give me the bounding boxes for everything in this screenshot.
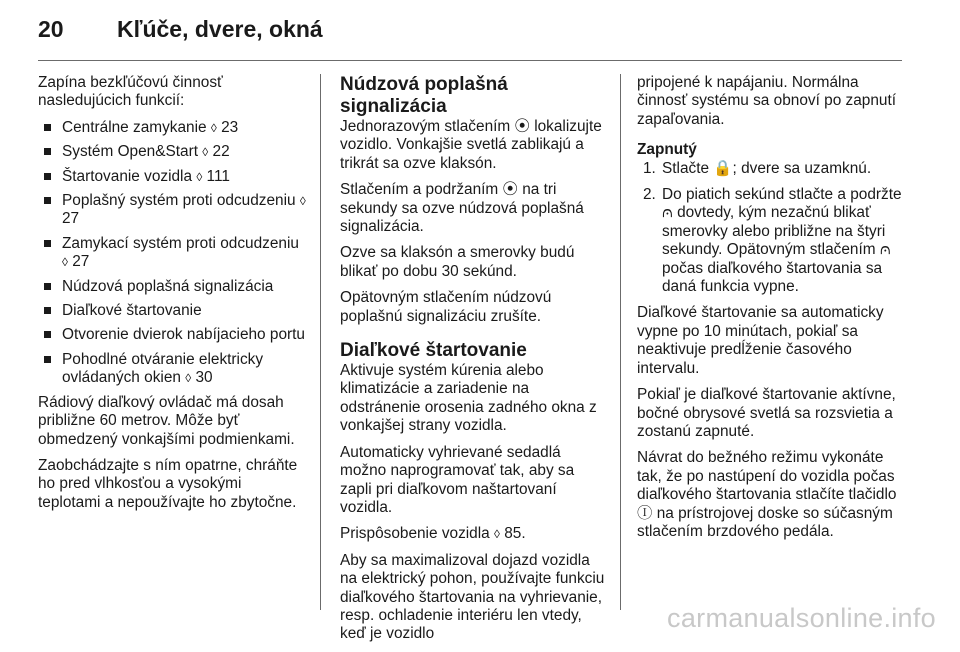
list-item: Centrálne zamykanie ◊ 23 xyxy=(44,119,308,137)
remote-start-paragraph-2: Automaticky vyhrievané sedadlá možno naprogramovať tak, aby sa zapli pri diaľkovom naštartovaní vozidla. xyxy=(340,443,575,516)
lock-icon: 🔒 xyxy=(713,159,733,177)
panic-paragraph-4: Opätovným stlačením núdzovú poplašnú signalizáciu zrušíte. xyxy=(340,289,552,325)
list-item: Otvorenie dvierok nabíjacieho portu xyxy=(44,326,308,344)
page-reference[interactable]: 85. xyxy=(504,525,526,543)
column-divider-1 xyxy=(320,74,321,610)
remote-start-paragraph-4: Aby sa maximalizoval dojazd vozidla na elektrický pohon, používajte funkciu diaľkového štartovania na vyhrievanie, resp. ochladenie interiéru len vtedy, keď je vozidlo xyxy=(340,551,605,643)
remote-start-icon: ⩀ xyxy=(879,241,891,259)
list-item: Diaľkové štartovanie xyxy=(44,302,308,320)
page-reference[interactable]: 30 xyxy=(195,369,213,387)
list-item: Štartovanie vozidla ◊ 111 xyxy=(44,168,308,186)
page-reference[interactable]: 22 xyxy=(212,143,230,161)
reference-icon: ◊ xyxy=(299,194,306,209)
reference-icon: ◊ xyxy=(202,145,209,160)
page-reference[interactable]: 27 xyxy=(72,253,90,271)
panic-paragraph-3: Ozve sa klaksón a smerovky budú blikať po dobu 30 sekúnd. xyxy=(340,244,575,280)
reference-icon: ◊ xyxy=(196,169,203,184)
care-paragraph: Zaobchádzajte s ním opatrne, chráňte ho pred vlhkosťou a vysokými teplotami a nepoužívajte ho zbytočne. xyxy=(38,456,298,511)
page-number: 20 xyxy=(38,16,64,42)
return-paragraph: Návrat do bežného režimu vykonáte tak, že po nastúpení do vozidla počas diaľkového štartovania stlačíte tlačidlo Ⓘ na prístrojovej doske so súčasným stlačením brzdového pedála. xyxy=(637,449,897,540)
step-2: 2. Do piatich sekúnd stlačte a podržte ⩀ dovtedy, kým nezačnú blikať smerovky alebo približne na štyri sekundy. Opätovným stlačením ⩀ počas diaľkového štartovania sa daná funkcia vypne. xyxy=(643,186,902,296)
step-1: 1. Stlačte 🔒; dvere sa uzamknú. xyxy=(643,159,872,177)
list-item: Pohodlné otváranie elektricky ovládaných okien ◊ 30 xyxy=(44,351,308,388)
range-paragraph: Rádiový diaľkový ovládač má dosah približne 60 metrov. Môže byť obmedzený vonkajšími podmienkami. xyxy=(38,393,295,448)
list-item: Poplašný systém proti odcudzeniu ◊ 27 xyxy=(44,192,308,229)
reference-icon: ◊ xyxy=(210,120,217,135)
chapter-title: Kľúče, dvere, okná xyxy=(117,16,323,42)
list-item: Systém Open&Start ◊ 22 xyxy=(44,143,308,161)
panic-paragraph-1: Jednorazovým stlačením ⦿ lokalizujte vozidlo. Vonkajšie svetlá zablikajú a trikrát sa ozve klaksón. xyxy=(340,118,602,172)
page-reference[interactable]: 111 xyxy=(206,167,230,185)
lights-paragraph: Pokiaľ je diaľkové štartovanie aktívne, bočné obrysové svetlá sa rozsvietia a zostanú zapnuté. xyxy=(637,386,896,440)
panic-paragraph-2: Stlačením a podržaním ⦿ na tri sekundy sa ozve núdzová poplašná signalizácia. xyxy=(340,181,584,236)
column-2 xyxy=(340,74,605,652)
column-3 xyxy=(637,74,905,549)
page-reference[interactable]: 27 xyxy=(62,210,80,228)
continued-paragraph: pripojené k napájaniu. Normálna činnosť systému sa obnoví po zapnutí zapaľovania. xyxy=(637,74,897,128)
reference-icon: ◊ xyxy=(185,371,192,386)
remote-start-icon: ⩀ xyxy=(662,204,673,222)
remote-start-paragraph-1: Aktivuje systém kúrenia alebo klimatizácie a zariadenie na odstránenie orosenia zadného okna z vonkajšej strany vozidla. xyxy=(340,362,597,435)
panic-button-icon: ⦿ xyxy=(502,181,518,199)
column-divider-2 xyxy=(620,74,621,610)
subheading-on: Zapnutý xyxy=(637,141,697,159)
section-heading-remote-start: Diaľkové štartovanie xyxy=(340,340,527,362)
reference-icon: ◊ xyxy=(62,255,68,270)
section-heading-panic: Núdzová poplašná signalizácia xyxy=(340,74,508,117)
page-header xyxy=(0,0,960,62)
reference-icon: ◊ xyxy=(494,527,500,542)
auto-off-paragraph: Diaľkové štartovanie sa automaticky vypne po 10 minútach, pokiaľ sa neaktivuje predĺženie časového intervalu. xyxy=(637,304,884,377)
feature-list xyxy=(38,119,308,388)
list-item: Núdzová poplašná signalizácia xyxy=(44,278,308,296)
list-item: Zamykací systém proti odcudzeniu ◊ 27 xyxy=(44,235,308,272)
column-1 xyxy=(38,74,308,520)
remote-start-paragraph-3: Prispôsobenie vozidla ◊ 85. xyxy=(340,525,526,543)
page-reference[interactable]: 23 xyxy=(221,118,239,136)
header-divider xyxy=(38,60,902,61)
panic-button-icon: ⦿ xyxy=(514,118,530,135)
watermark: carmanualsonline.info xyxy=(667,603,936,633)
intro-text: Zapína bezkľúčovú činnosť nasledujúcich funkcií: xyxy=(38,74,223,110)
power-button-icon: Ⓘ xyxy=(637,504,653,522)
